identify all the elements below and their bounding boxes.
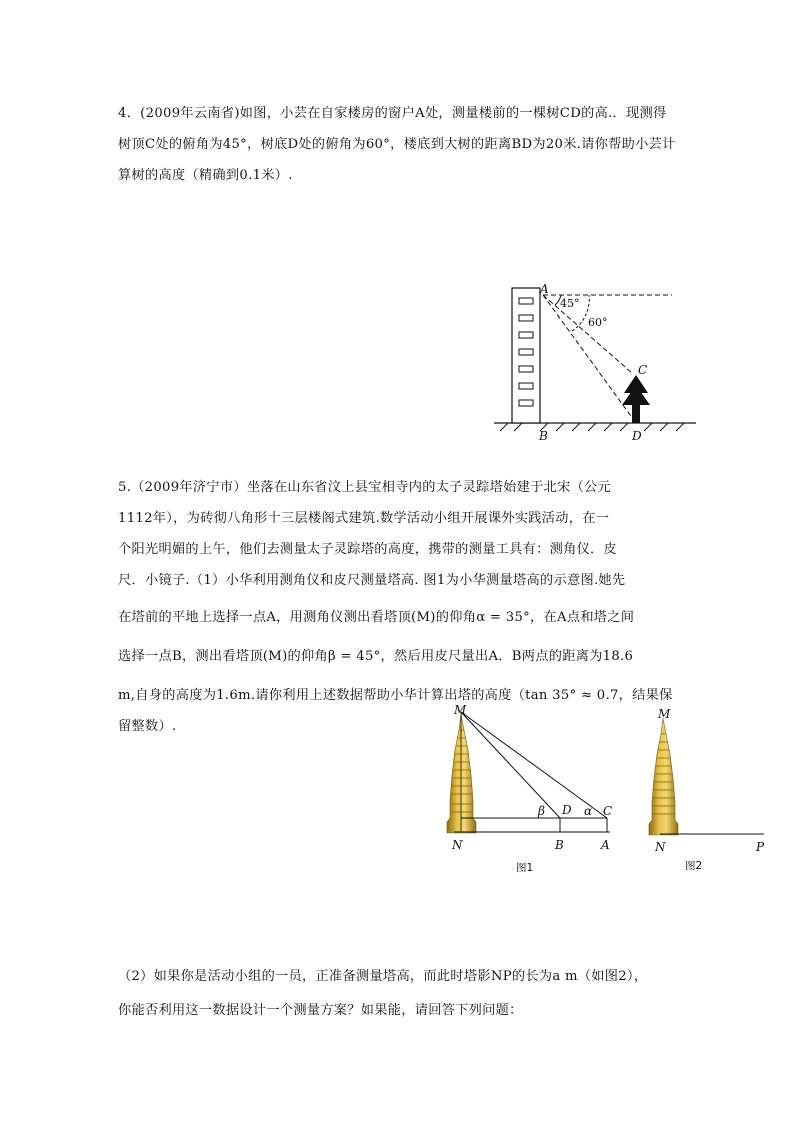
label-d: D [632, 429, 642, 443]
label-n: N [655, 840, 666, 854]
label-a: A [601, 838, 610, 852]
problem-5-line-8: 留整数）. [118, 719, 177, 734]
caption-figure-1: 图1 [516, 862, 534, 874]
label-m: M [658, 707, 671, 721]
problem-5-line-1: 5.（2009年济宁市）坐落在山东省汶上县宝相寺内的太子灵踪塔始建于北宋（公元 [118, 480, 612, 495]
label-c: C [638, 363, 648, 377]
problem-5-line-2: 1112年），为砖彻八角形十三层楼阁式建筑.数学活动小组开展课外实践活动，在一 [118, 511, 610, 526]
label-beta: β [538, 804, 545, 818]
label-b: B [555, 838, 564, 852]
label-p: P [756, 840, 765, 854]
label-d: D [562, 803, 572, 817]
problem-5-line-5: 在塔前的平地上选择一点A，用测角仪测出看塔顶(M)的仰角α = 35°，在A点和塔之间 [118, 610, 635, 625]
figure-4 [494, 282, 696, 443]
label-m: M [454, 703, 467, 717]
label-a: A [540, 282, 549, 296]
pagoda-1 [447, 714, 476, 833]
figure-5-1 [447, 703, 612, 874]
part2-line-2: 你能否利用这一数据设计一个测量方案？如果能，请回答下列问题： [118, 1003, 523, 1018]
tree [622, 375, 650, 423]
caption-figure-2: 图2 [685, 860, 703, 872]
figure-5-2 [649, 707, 765, 872]
label-b: B [539, 429, 548, 443]
label-n: N [452, 838, 463, 852]
problem-5-line-4: 尺．小镜子.（1）小华利用测角仪和皮尺测量塔高. 图1为小华测量塔高的示意图.她先 [118, 573, 626, 588]
label-angle-60: 60° [588, 316, 608, 329]
part2-line-1: （2）如果你是活动小组的一员，正准备测量塔高，而此时塔影NP的长为a m（如图2）， [118, 969, 648, 984]
problem-5-line-3: 个阳光明媚的上午，他们去测量太子灵踪塔的高度，携带的测量工具有：测角仪．皮 [118, 542, 618, 557]
problem-5-line-6: 选择一点B，测出看塔顶(M)的仰角β = 45°，然后用皮尺量出A．B两点的距离为18.6 [118, 649, 634, 664]
sight-line-d [461, 712, 560, 818]
sight-line-c [543, 295, 632, 373]
ground-hatch [500, 423, 684, 431]
problem-5-line-7: m,自身的高度为1.6m.请你利用上述数据帮助小华计算出塔的高度（tan 35° ≈ 0.7，结果保 [118, 688, 673, 703]
label-c: C [603, 804, 613, 818]
label-alpha: α [584, 804, 593, 818]
problem-4-text: 4．(2009年云南省)如图，小芸在自家楼房的窗户A处，测量楼前的一棵树CD的高.．现测得树顶C处的俯角为45°，树底D处的俯角为60°，楼底到大树的距离BD为20米.请你帮助小芸计算树的高度（精确到0.1米）. [118, 106, 676, 183]
sight-line-c [461, 712, 607, 818]
sight-line-d [543, 295, 636, 423]
label-angle-45: 45° [560, 297, 580, 310]
pagoda-2 [649, 718, 678, 835]
